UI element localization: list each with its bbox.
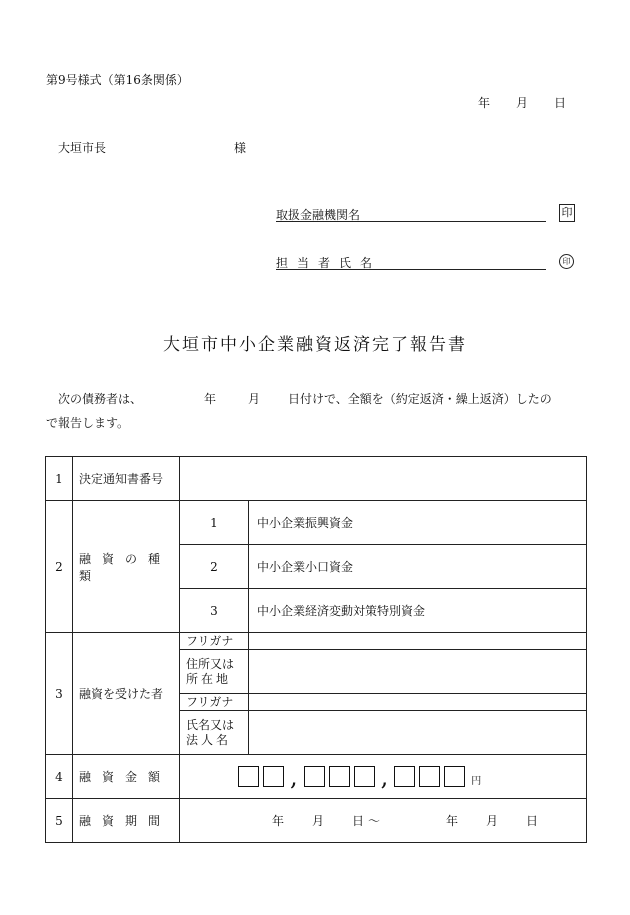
furigana-label: フリガナ: [180, 694, 249, 711]
seal-square-icon: 印: [559, 204, 575, 222]
digit-box[interactable]: [329, 766, 350, 787]
body-line-2: で報告します。: [46, 416, 130, 430]
body-year: 年: [204, 392, 217, 406]
period-start-year: 年: [272, 814, 285, 828]
table-row: [46, 633, 587, 650]
thousands-separator: ,: [290, 763, 298, 791]
period-end-day: 日: [526, 814, 539, 828]
loan-type-label: 融資の種類: [73, 501, 180, 633]
period-end-year: 年: [446, 814, 459, 828]
address-label-line1: 住所又は: [186, 656, 235, 671]
name-label-line2: 法人名: [186, 732, 232, 747]
decision-number-label: 決定通知書番号: [73, 457, 180, 501]
digit-box[interactable]: [394, 766, 415, 787]
table-row: [46, 799, 587, 843]
body-text-a: 次の債務者は、: [58, 392, 143, 406]
loan-amount-field[interactable]: [180, 755, 587, 799]
period-start-day: 日: [352, 814, 365, 828]
yen-unit: 円: [471, 776, 482, 787]
loan-type-option[interactable]: 中小企業小口資金: [249, 545, 587, 589]
option-number: 3: [180, 589, 249, 633]
loan-type-option[interactable]: 中小企業経済変動対策特別資金: [249, 589, 587, 633]
address-label: [180, 650, 249, 694]
body-text-b: 日付けで、全額を（約定返済・繰上返済）したの: [288, 392, 552, 406]
borrower-label: 融資を受けた者: [73, 633, 180, 755]
period-tilde: 〜: [368, 814, 381, 828]
document-title: 大垣市中小企業融資返済完了報告書: [163, 335, 467, 355]
row-number: 3: [46, 633, 73, 755]
loan-period-label: 融資期間: [73, 799, 180, 843]
name-furigana-field[interactable]: [249, 694, 587, 711]
period-end-month: 月: [486, 814, 499, 828]
date-month: 月: [516, 96, 529, 110]
name-field[interactable]: [249, 711, 587, 755]
report-table: [45, 456, 587, 843]
row-number: 5: [46, 799, 73, 843]
address-field[interactable]: [249, 650, 587, 694]
decision-number-field[interactable]: [180, 457, 587, 501]
person-label: 担当者氏名: [276, 256, 382, 270]
body-month: 月: [248, 392, 261, 406]
address-label-line2: 所在地: [186, 671, 232, 686]
option-number: 2: [180, 545, 249, 589]
table-row: [46, 501, 587, 545]
date-day: 日: [554, 96, 567, 110]
date-year: 年: [478, 96, 491, 110]
loan-period-field[interactable]: [180, 799, 587, 843]
row-number: 1: [46, 457, 73, 501]
table-row: [46, 755, 587, 799]
institution-label: 取扱金融機関名: [276, 208, 361, 222]
loan-type-option[interactable]: 中小企業振興資金: [249, 501, 587, 545]
honorific: 様: [234, 141, 247, 155]
seal-round-icon: 印: [559, 254, 574, 269]
institution-field[interactable]: [276, 221, 546, 222]
table-row: [46, 457, 587, 501]
thousands-separator: ,: [380, 763, 389, 791]
address-furigana-field[interactable]: [249, 633, 587, 650]
option-number: 1: [180, 501, 249, 545]
row-number: 4: [46, 755, 73, 799]
period-start-month: 月: [312, 814, 325, 828]
form-number: 第9号様式（第16条関係）: [46, 73, 189, 87]
loan-amount-label: 融資金額: [73, 755, 180, 799]
digit-box[interactable]: [304, 766, 325, 787]
name-label: [180, 711, 249, 755]
digit-box[interactable]: [263, 766, 284, 787]
date-line: [478, 94, 566, 111]
furigana-label: フリガナ: [180, 633, 249, 650]
name-label-line1: 氏名又は: [186, 717, 235, 732]
digit-box[interactable]: [354, 766, 375, 787]
addressee: 大垣市長: [58, 141, 107, 155]
person-field[interactable]: [276, 269, 546, 270]
digit-box[interactable]: [238, 766, 259, 787]
digit-box[interactable]: [444, 766, 465, 787]
row-number: 2: [46, 501, 73, 633]
body-line-1: [58, 390, 552, 407]
digit-box[interactable]: [419, 766, 440, 787]
